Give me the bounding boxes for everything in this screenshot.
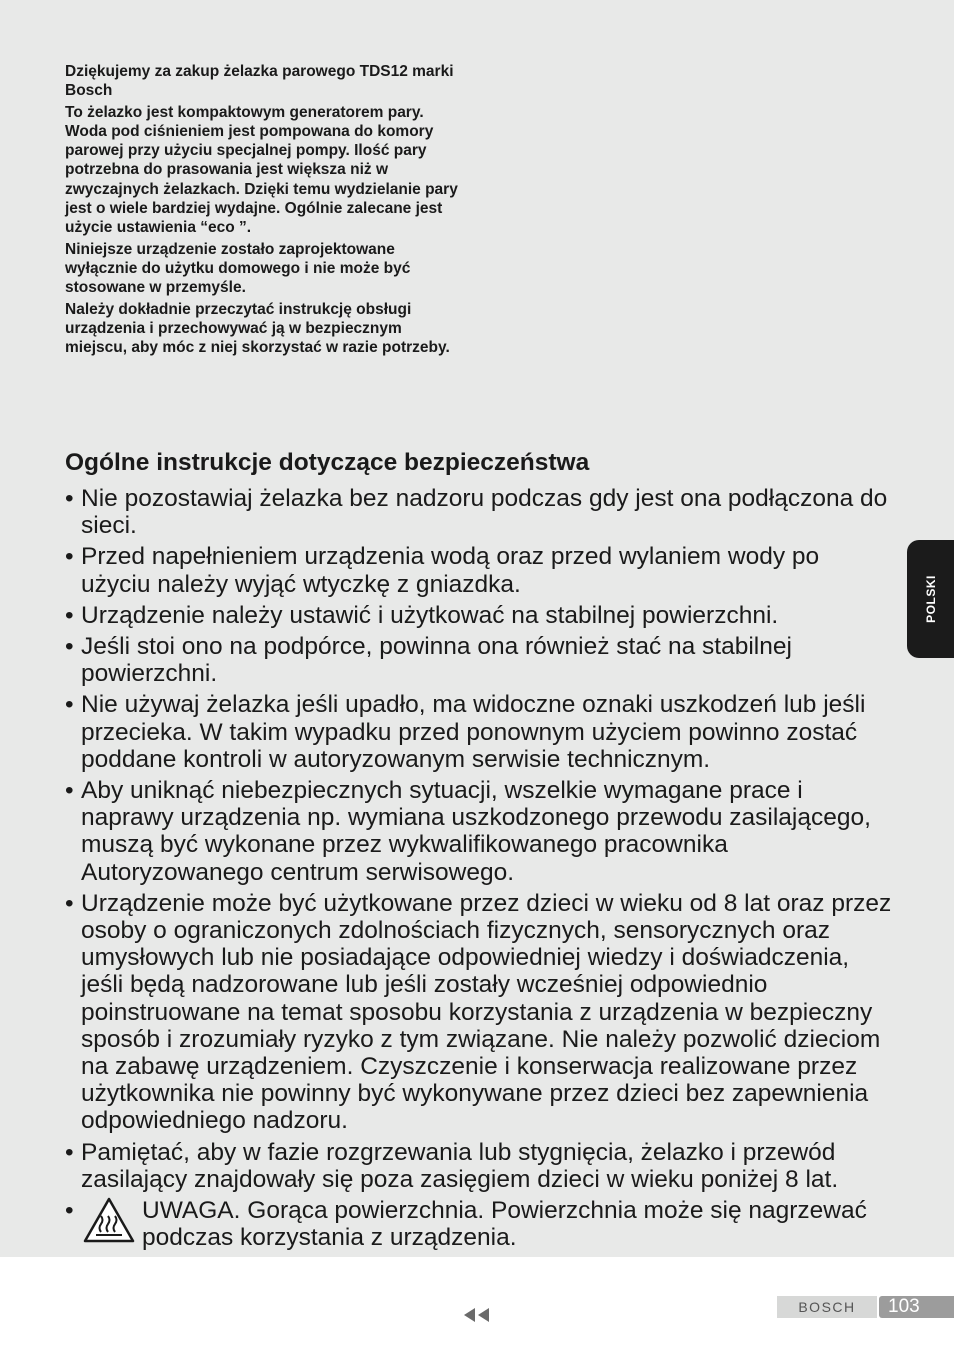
- safety-section: [65, 448, 895, 1255]
- safety-title: Ogólne instrukcje dotyczące bezpieczeństwa: [65, 449, 590, 476]
- previous-page-icon[interactable]: [463, 1306, 493, 1324]
- warning-text: UWAGA. Gorąca powierzchnia. Powierzchnia może się nagrzewać podczas korzystania z urządzenia.: [142, 1197, 867, 1252]
- page-number: 103: [879, 1296, 954, 1318]
- bullet: •: [65, 601, 74, 629]
- hot-surface-warning-icon: [83, 1197, 135, 1243]
- bullet: •: [65, 1138, 74, 1166]
- intro-paragraph: To żelazko jest kompaktowym generatorem pary. Woda pod ciśnieniem jest pompowana do komory parowej przy użyciu specjalnej pompy. Ilość pary potrzebna do prasowania jest większa niż w zwyczajnych żelazkach. Dzięki temu wydzielanie pary jest o wiele bardziej wydajne. Ogólnie zalecane jest użycie ustawienia “eco ”.: [65, 103, 458, 237]
- safety-item-text: Aby uniknąć niebezpiecznych sytuacji, wszelkie wymagane prace i naprawy urządzenia np. wymiana uszkodzonego przewodu zasilającego, muszą być wykonane przez wykwalifikowanego pracownika Autoryzowanego centrum serwisowego.: [81, 777, 871, 886]
- safety-item-text: Jeśli stoi ono na podpórce, powinna ona również stać na stabilnej powierzchni.: [81, 633, 792, 688]
- safety-item-text: Urządzenie należy ustawić i użytkować na stabilnej powierzchni.: [81, 601, 779, 629]
- intro-section: [65, 62, 465, 359]
- safety-item: [65, 543, 895, 597]
- safety-item-text: Urządzenie może być użytkowane przez dzieci w wieku od 8 lat oraz przez osoby o ograniczonych zdolnościach fizycznych, sensorycznych oraz umysłowych lub nie posiadające odpowiedniej wiedzy i doświadczenia, jeśli będą nadzorowane lub jeśli zostały wcześniej odpowiednio poinstruowane na temat sposobu korzystania z urządzenia w bezpieczny sposób i zrozumiały ryzyko z tym związane. Nie należy pozwolić dzieciom na zabawę urządzeniem. Czyszczenie i konserwacja realizowane przez użytkownika nie powinny być wykonywane przez dzieci bez zapewnienia odpowiedniego nadzoru.: [81, 889, 892, 1135]
- safety-item: [65, 890, 895, 1135]
- safety-item-text: Pamiętać, aby w fazie rozgrzewania lub stygnięcia, żelazko i przewód zasilający znajdowały się poza zasięgiem dzieci w wieku poniżej 8 lat.: [81, 1138, 839, 1193]
- safety-item-text: Nie pozostawiaj żelazka bez nadzoru podczas gdy jest ona podłączona do sieci.: [81, 485, 888, 540]
- safety-item-text: Przed napełnieniem urządzenia wodą oraz przed wylaniem wody po użyciu należy wyjąć wtyczkę z gniazdka.: [81, 543, 820, 598]
- safety-item: [65, 777, 895, 886]
- safety-item: [65, 602, 895, 629]
- safety-warning-item: [65, 1197, 895, 1251]
- intro-heading: Dziękujemy za zakup żelazka parowego TDS12 marki Bosch: [65, 63, 454, 100]
- bullet: •: [65, 543, 74, 571]
- bullet: •: [65, 889, 74, 917]
- safety-item: [65, 691, 895, 773]
- bullet: •: [65, 1197, 74, 1225]
- safety-item: [65, 633, 895, 687]
- bullet: •: [65, 777, 74, 805]
- intro-paragraph: Należy dokładnie przeczytać instrukcję obsługi urządzenia i przechowywać ją w bezpiecznym miejscu, aby móc z niej skorzystać w razie potrzeby.: [65, 300, 450, 357]
- brand-label: BOSCH: [777, 1296, 877, 1318]
- language-tab-label: POLSKI: [923, 575, 938, 623]
- safety-item-text: Nie używaj żelazka jeśli upadło, ma widoczne oznaki uszkodzeń lub jeśli przecieka. W takim wypadku przed ponownym użyciem powinno zostać poddane kontroli w autoryzowanym serwisie technicznym.: [81, 691, 866, 773]
- bullet: •: [65, 485, 74, 512]
- safety-list: [65, 485, 895, 1251]
- bullet: •: [65, 633, 74, 661]
- safety-item: [65, 1139, 895, 1193]
- intro-paragraph: Niniejsze urządzenie zostało zaprojektowane wyłącznie do użytku domowego i nie może być stosowane w przemyśle.: [65, 240, 411, 297]
- language-tab: [907, 540, 954, 658]
- safety-item: [65, 485, 895, 539]
- bullet: •: [65, 691, 74, 719]
